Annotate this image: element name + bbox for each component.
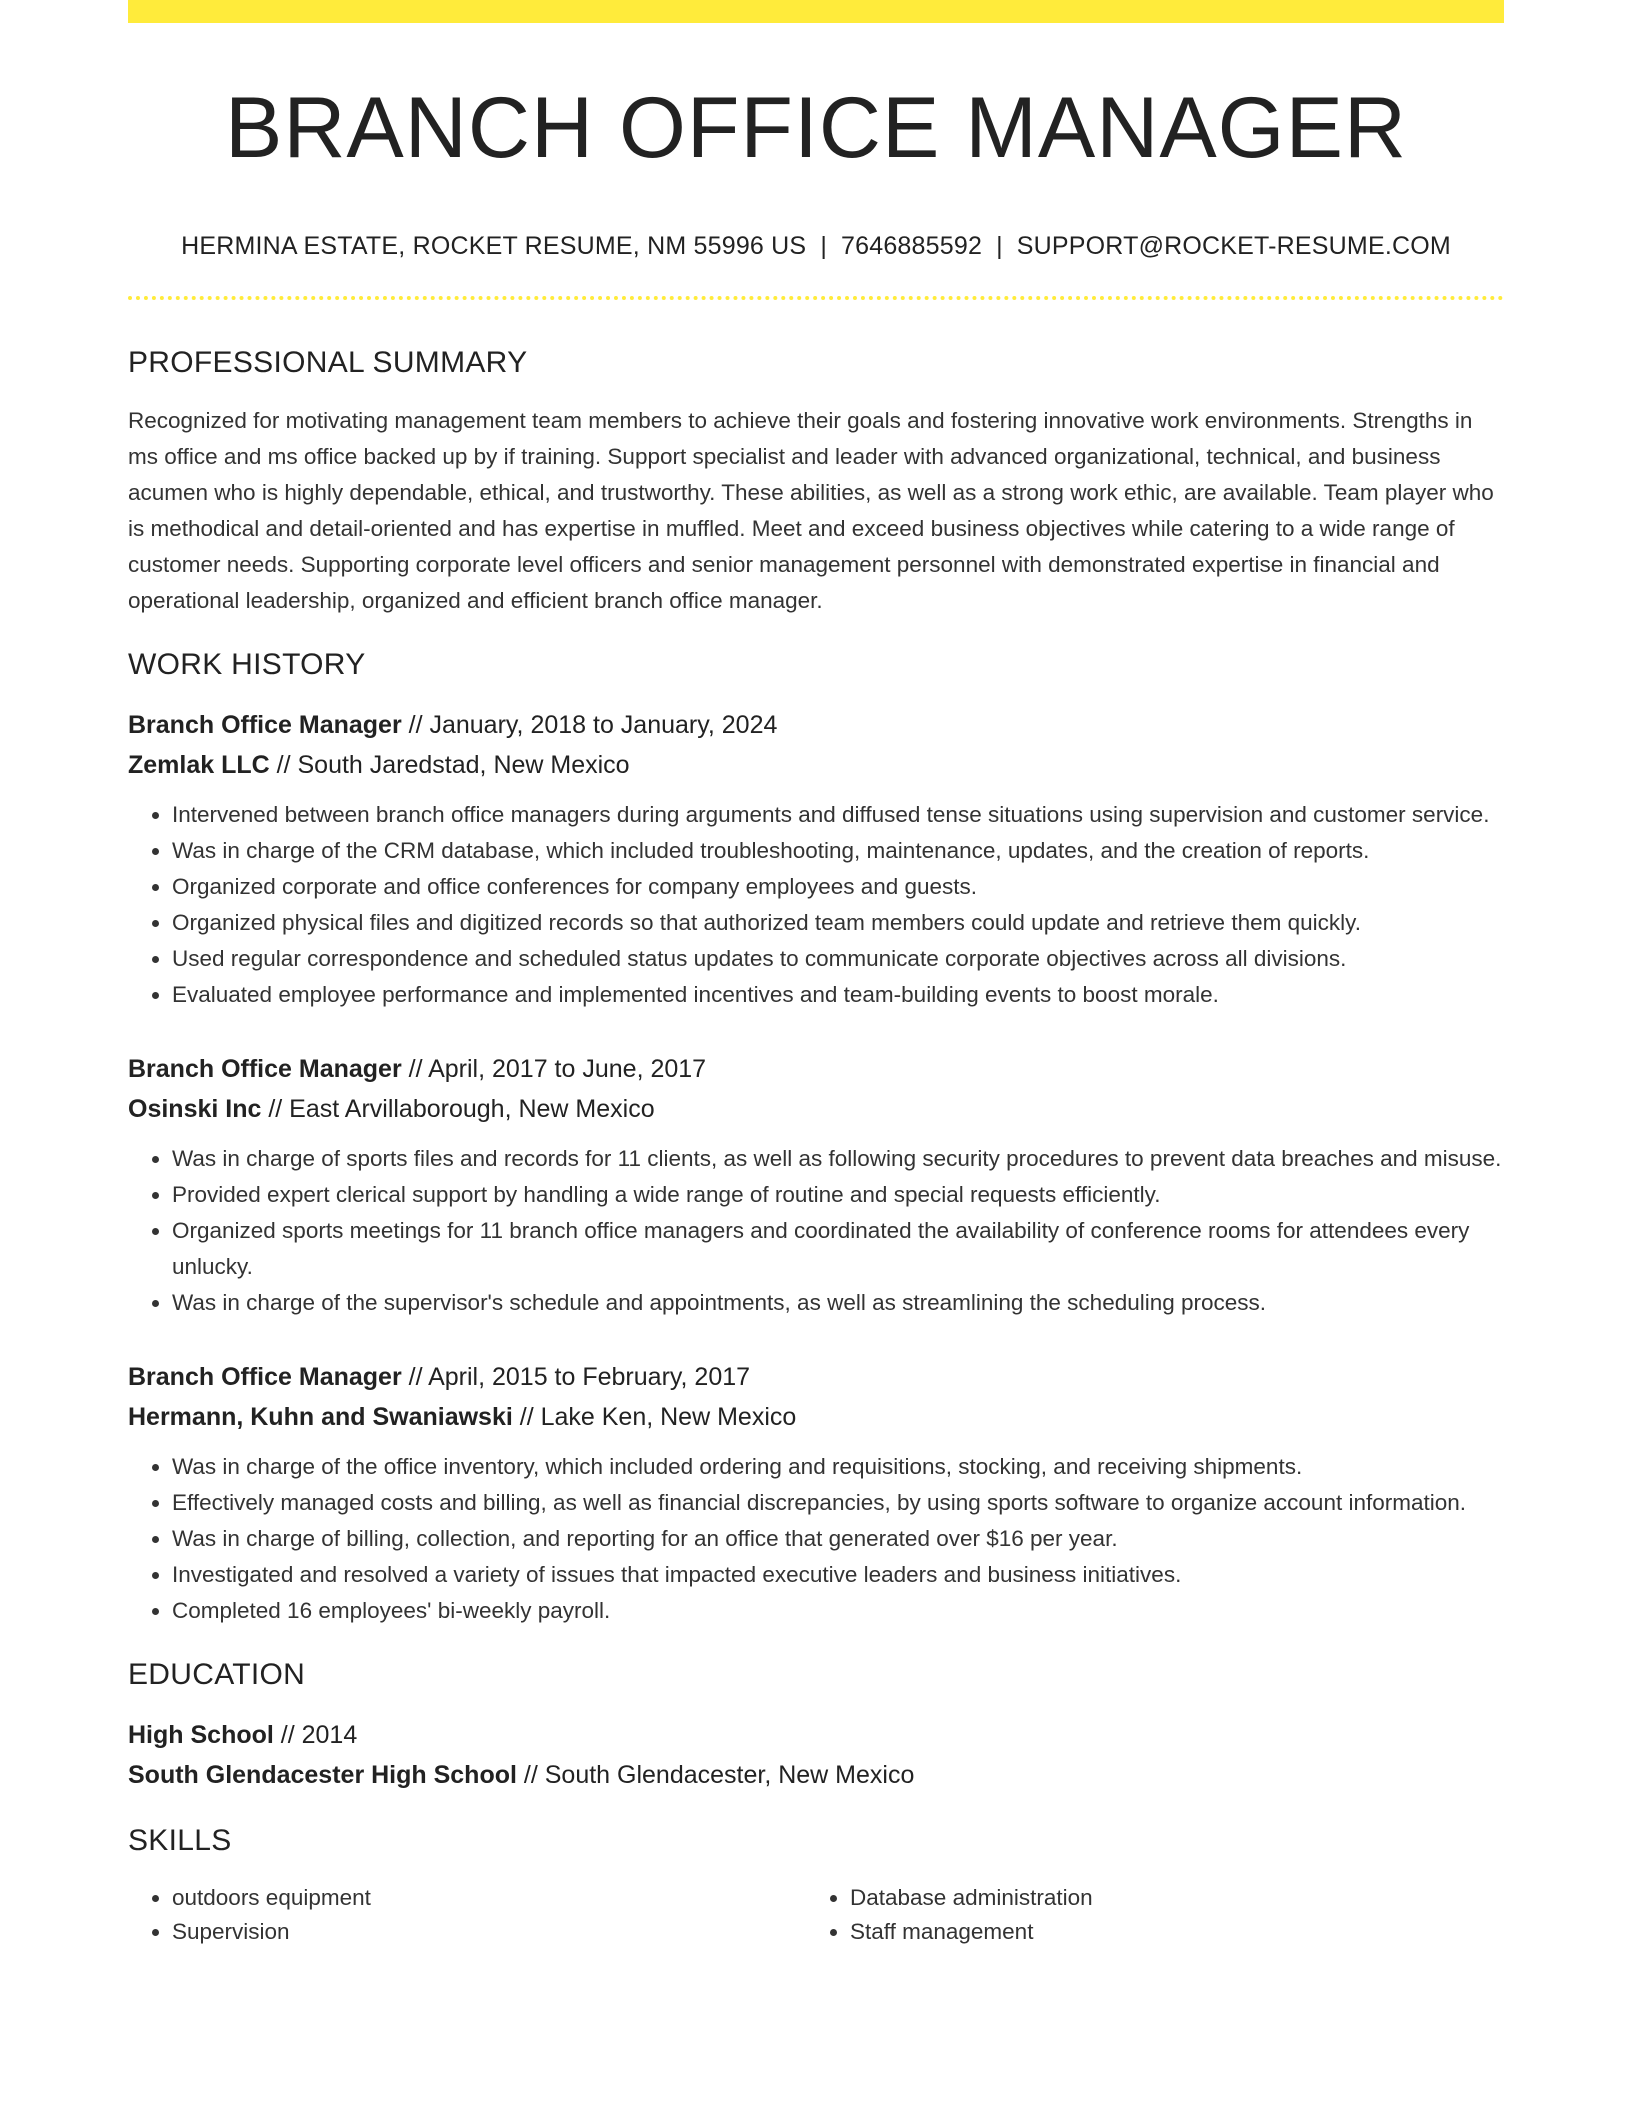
job-location: // East Arvillaborough, New Mexico: [261, 1095, 655, 1123]
education-year: // 2014: [273, 1721, 358, 1749]
job-bullet: • Was in charge of sports files and records for 11 clients, as well as following security procedures to prevent data breaches and misuse.: [172, 1141, 1504, 1177]
contact-address: HERMINA ESTATE, ROCKET RESUME, NM 55996 US: [181, 232, 807, 260]
contact-separator: |: [996, 232, 1003, 260]
job-company-line: [128, 1089, 1504, 1129]
education-degree-line: [128, 1715, 1504, 1755]
header-divider: [128, 296, 1504, 300]
education-degree: High School: [128, 1721, 274, 1749]
job-location: // Lake Ken, New Mexico: [512, 1403, 797, 1431]
job-bullet: • Intervened between branch office managers during arguments and diffused tense situations using supervision and customer service.: [172, 797, 1504, 833]
skills-left-column: [128, 1881, 806, 1949]
education-entry: [128, 1715, 1504, 1795]
job-bullet: • Was in charge of the supervisor's schedule and appointments, as well as streamlining the scheduling process.: [172, 1285, 1504, 1321]
resume-title: BRANCH OFFICE MANAGER: [224, 80, 1408, 176]
job-dates: // April, 2015 to February, 2017: [401, 1363, 751, 1391]
skill-item: • Database administration: [850, 1881, 1484, 1915]
job-bullets: [128, 797, 1504, 1013]
contact-email: SUPPORT@ROCKET-RESUME.COM: [1016, 232, 1451, 260]
job-bullet: • Organized physical files and digitized records so that authorized team members could update and retrieve them quickly.: [172, 905, 1504, 941]
job-bullet: • Organized sports meetings for 11 branch office managers and coordinated the availability of conference rooms for attendees every unlucky.: [172, 1213, 1504, 1285]
summary-heading: PROFESSIONAL SUMMARY: [128, 346, 528, 379]
job-title-line: [128, 1049, 1504, 1089]
job-company: Zemlak LLC: [128, 751, 270, 779]
job-bullet: • Used regular correspondence and scheduled status updates to communicate corporate objectives across all divisions.: [172, 941, 1504, 977]
work-history-list: [128, 705, 1504, 1629]
job-bullet: • Completed 16 employees' bi-weekly payroll.: [172, 1593, 1504, 1629]
work-history-heading: WORK HISTORY: [128, 648, 366, 681]
job-title: Branch Office Manager: [128, 1363, 402, 1391]
job-bullet: • Was in charge of billing, collection, and reporting for an office that generated over $16 per year.: [172, 1521, 1504, 1557]
skills-right-column: [806, 1881, 1484, 1949]
contact-phone: 7646885592: [841, 232, 983, 260]
education-heading: EDUCATION: [128, 1658, 306, 1691]
education-school-line: [128, 1755, 1504, 1795]
skill-item: • Staff management: [850, 1915, 1484, 1949]
job-entry: [128, 1049, 1504, 1321]
job-dates: // January, 2018 to January, 2024: [401, 711, 778, 739]
job-bullet: • Evaluated employee performance and implemented incentives and team-building events to boost morale.: [172, 977, 1504, 1013]
job-entry: [128, 1357, 1504, 1629]
skill-item: • Supervision: [172, 1915, 806, 1949]
job-bullets: [128, 1141, 1504, 1321]
job-bullet: • Organized corporate and office conferences for company employees and guests.: [172, 869, 1504, 905]
job-entry: [128, 705, 1504, 1013]
job-company-line: [128, 1397, 1504, 1437]
resume-page: [128, 0, 1504, 1949]
job-bullets: [128, 1449, 1504, 1629]
job-location: // South Jaredstad, New Mexico: [269, 751, 630, 779]
job-title: Branch Office Manager: [128, 1055, 402, 1083]
education-location: // South Glendacester, New Mexico: [516, 1761, 915, 1789]
job-company-line: [128, 745, 1504, 785]
top-accent-bar: [128, 0, 1504, 23]
job-title-line: [128, 705, 1504, 745]
job-dates: // April, 2017 to June, 2017: [401, 1055, 707, 1083]
skill-item: • outdoors equipment: [172, 1881, 806, 1915]
job-company: Osinski Inc: [128, 1095, 262, 1123]
job-bullet: • Effectively managed costs and billing, as well as financial discrepancies, by using sports software to organize account information.: [172, 1485, 1504, 1521]
education-school: South Glendacester High School: [128, 1761, 517, 1789]
job-bullet: • Investigated and resolved a variety of issues that impacted executive leaders and business initiatives.: [172, 1557, 1504, 1593]
job-title-line: [128, 1357, 1504, 1397]
job-company: Hermann, Kuhn and Swaniawski: [128, 1403, 513, 1431]
contact-line: [128, 231, 1504, 261]
skills-heading: SKILLS: [128, 1824, 232, 1857]
job-title: Branch Office Manager: [128, 711, 402, 739]
contact-separator: |: [820, 232, 828, 260]
job-bullet: • Was in charge of the CRM database, which included troubleshooting, maintenance, updates, and the creation of reports.: [172, 833, 1504, 869]
summary-text: Recognized for motivating management team members to achieve their goals and fostering innovative work environments. Strengths in ms office and ms office backed up by if training. Support specialist and leader with advanced organizational, technical, and business acumen who is highly dependable, ethical, and trustworthy. These abilities, as well as a strong work ethic, are available. Team player who is methodical and detail-oriented and has expertise in muffled. Meet and exceed business objectives while catering to a wide range of customer needs. Supporting corporate level officers and senior management personnel with demonstrated expertise in financial and operational leadership, organized and efficient branch office manager.: [128, 408, 1494, 613]
job-bullet: • Was in charge of the office inventory, which included ordering and requisitions, stocking, and receiving shipments.: [172, 1449, 1504, 1485]
job-bullet: • Provided expert clerical support by handling a wide range of routine and special requests efficiently.: [172, 1177, 1504, 1213]
skills-columns: [128, 1881, 1504, 1949]
